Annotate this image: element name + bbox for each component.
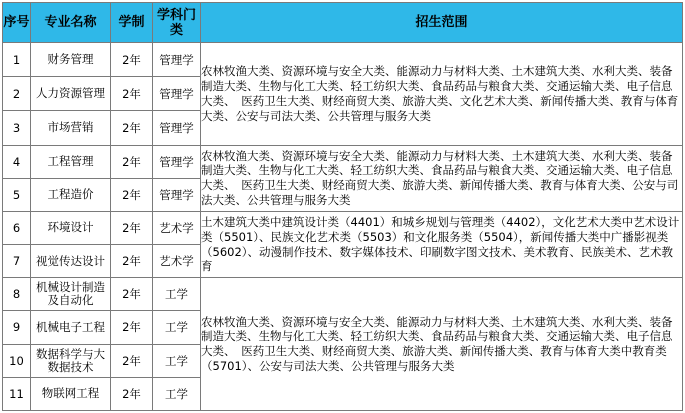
scope-cell-group-1: 农林牧渔大类、资源环境与安全大类、能源动力与材料大类、土木建筑大类、水利大类、装备制造大类、生物与化工大类、轻工纺织大类、食品药品与粮食大类、交通运输大类、电子信息大类、 医药卫生大类、财经商贸大类、旅游大类、文化艺术大类、新闻传播大类、教育与体育大类、公安与司法大类、公共管理与服务大类 bbox=[201, 43, 683, 146]
admissions-table bbox=[2, 2, 683, 411]
row-no: 11 bbox=[3, 377, 31, 410]
scope-cell-group-4: 农林牧渔大类、资源环境与安全大类、能源动力与材料大类、土木建筑大类、水利大类、装备制造大类、生物与化工大类、轻工纺织大类、食品药品与粮食大类、交通运输大类、电子信息大类、 医药卫生大类、财经商贸大类、旅游大类、新闻传播大类、教育与体育大类中教育类（5701）、公安与司法大类、公共管理与服务大类 bbox=[201, 278, 683, 411]
scope-cell-group-2: 农林牧渔大类、资源环境与安全大类、能源动力与材料大类、土木建筑大类、水利大类、装备制造大类、生物与化工大类、轻工纺织大类、食品药品与粮食大类、交通运输大类、电子信息大类、 医药卫生大类、财经商贸大类、旅游大类、新闻传播大类、教育与体育大类、公安与司法大类、公共管理与服务大类 bbox=[201, 145, 683, 211]
row-no: 9 bbox=[3, 311, 31, 344]
row-duration: 2年 bbox=[111, 245, 153, 278]
row-discipline: 艺术学 bbox=[153, 245, 201, 278]
row-major-name: 财务管理 bbox=[31, 43, 111, 77]
row-discipline: 管理学 bbox=[153, 178, 201, 211]
header-major-name: 专业名称 bbox=[31, 3, 111, 43]
scope-cell-group-3: 土木建筑大类中建筑设计类（4401）和城乡规划与管理类（4402），文化艺术大类中艺术设计类（5501）、民族文化艺术类（5503）和文化服务类（5504），新闻传播大类中广播影视类（5602）、动漫制作技术、数字媒体技术、印刷数字图文技术、美术教育、民族美术、艺术教育 bbox=[201, 211, 683, 277]
row-major-name: 人力资源管理 bbox=[31, 77, 111, 111]
row-discipline: 工学 bbox=[153, 377, 201, 410]
row-duration: 2年 bbox=[111, 178, 153, 211]
row-major-name: 机械设计制造及自动化 bbox=[31, 278, 111, 311]
row-duration: 2年 bbox=[111, 43, 153, 77]
row-duration: 2年 bbox=[111, 278, 153, 311]
row-discipline: 管理学 bbox=[153, 111, 201, 145]
row-duration: 2年 bbox=[111, 145, 153, 178]
row-discipline: 管理学 bbox=[153, 145, 201, 178]
table-row bbox=[3, 145, 683, 178]
header-no: 序号 bbox=[3, 3, 31, 43]
header-duration: 学制 bbox=[111, 3, 153, 43]
table-row bbox=[3, 211, 683, 244]
row-duration: 2年 bbox=[111, 344, 153, 377]
row-major-name: 环境设计 bbox=[31, 211, 111, 244]
row-duration: 2年 bbox=[111, 77, 153, 111]
row-discipline: 工学 bbox=[153, 344, 201, 377]
row-major-name: 工程造价 bbox=[31, 178, 111, 211]
row-duration: 2年 bbox=[111, 111, 153, 145]
row-major-name: 工程管理 bbox=[31, 145, 111, 178]
header-discipline: 学科门类 bbox=[153, 3, 201, 43]
row-no: 4 bbox=[3, 145, 31, 178]
row-no: 2 bbox=[3, 77, 31, 111]
row-discipline: 工学 bbox=[153, 311, 201, 344]
table-row bbox=[3, 278, 683, 311]
row-duration: 2年 bbox=[111, 311, 153, 344]
table-row bbox=[3, 43, 683, 77]
row-discipline: 管理学 bbox=[153, 43, 201, 77]
row-no: 3 bbox=[3, 111, 31, 145]
row-major-name: 视觉传达设计 bbox=[31, 245, 111, 278]
row-no: 8 bbox=[3, 278, 31, 311]
row-no: 1 bbox=[3, 43, 31, 77]
row-major-name: 数据科学与大数据技术 bbox=[31, 344, 111, 377]
row-no: 6 bbox=[3, 211, 31, 244]
row-discipline: 管理学 bbox=[153, 77, 201, 111]
row-no: 5 bbox=[3, 178, 31, 211]
row-discipline: 艺术学 bbox=[153, 211, 201, 244]
row-major-name: 机械电子工程 bbox=[31, 311, 111, 344]
header-enrollment-scope: 招生范围 bbox=[201, 3, 683, 43]
table-header-row bbox=[3, 3, 683, 43]
row-no: 10 bbox=[3, 344, 31, 377]
row-major-name: 市场营销 bbox=[31, 111, 111, 145]
row-discipline: 工学 bbox=[153, 278, 201, 311]
row-no: 7 bbox=[3, 245, 31, 278]
row-major-name: 物联网工程 bbox=[31, 377, 111, 410]
row-duration: 2年 bbox=[111, 211, 153, 244]
row-duration: 2年 bbox=[111, 377, 153, 410]
